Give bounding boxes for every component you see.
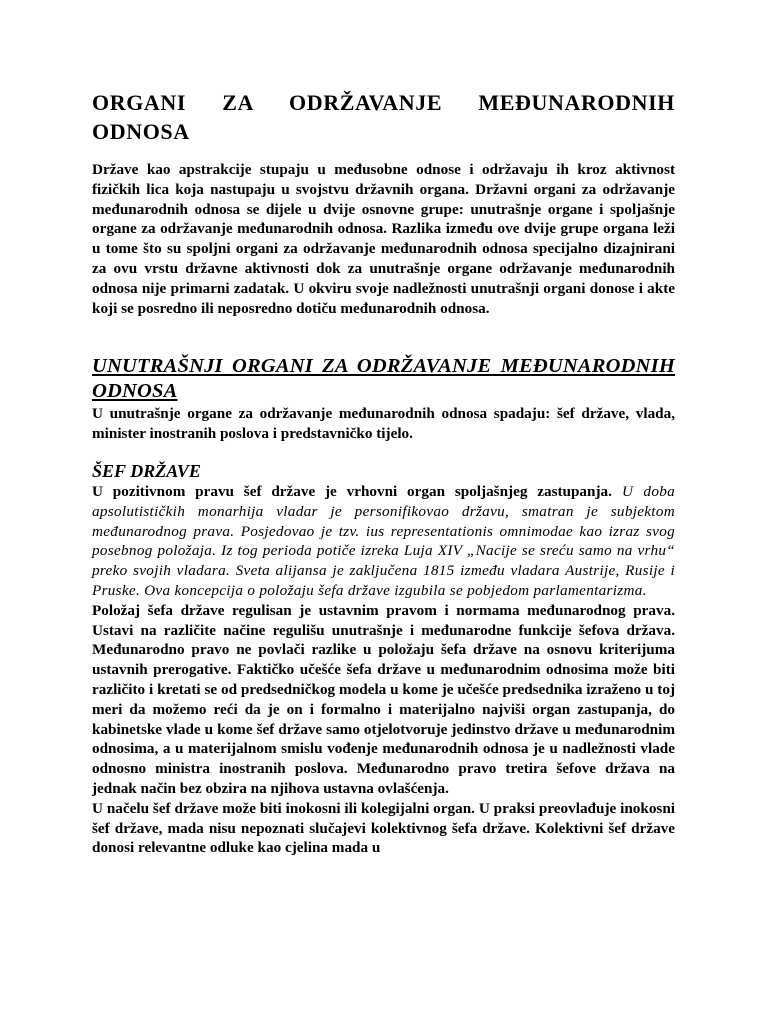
para1-italic-text: U doba apsolutističkih monarhija vladar je personifikovao državu, smatran je subjektom međunarodnog prava. Posjedovao je tzv. ius representationis omnimodae kao izraz svog posebnog položaja. Iz tog perioda potiče izreka Luja XIV „Nacije se sreću samo na vrhu“ preko svojih vladara. Sveta alijansa je zaključena 1815 između vladara Austrije, Rusije i Pruske. Ova koncepcija o položaju šefa države izgubila se pobjedom parlamentarizma. [92,482,675,599]
section-heading: UNUTRAŠNJI ORGANI ZA ODRŽAVANJE MEĐUNARODNIH ODNOSA [92,355,675,403]
intro-paragraph: Države kao apstrakcije stupaju u međusobne odnose i održavaju ih kroz aktivnost fizičkih lica koja nastupaju u svojstvu državnih organa. Državni organi za održavanje međunarodnih odnosa se dijele u dvije osnovne grupe: unutrašnje organe i spoljašnje organe za održavanje međunarodnih odnosa. Razlika između ove dvije grupe organa leži u tome što su spoljni organi za održavanje međunarodnih odnosa specijalno dizajnirani za ovu vrstu državne aktivnosti dok za unutrašnje organe održavanje međunarodnih odnosa nije primarni zadatak. U okviru svoje nadležnosti unutrašnji organi donose i akte koji se posredno ili neposredno dotiču međunarodnih odnosa. [92,161,675,317]
head-of-state-paragraph-1 [92,482,675,601]
document-page [92,88,675,858]
document-title: ORGANI ZA ODRŽAVANJE MEĐUNARODNIH ODNOSA [92,90,675,144]
para1-bold-text: U pozitivnom pravu šef države je vrhovni organ spoljašnjeg zastupanja. [92,482,612,500]
head-of-state-paragraph-3: U načelu šef države može biti inokosni ili kolegijalni organ. U praksi preovlađuje inokosni šef države, mada nisu nepoznati slučajevi kolektivnog šefa države. Kolektivni šef države donosi relevantne odluke kao cjelina mada u [92,799,675,857]
section-paragraph: U unutrašnje organe za održavanje međunarodnih odnosa spadaju: šef države, vlada, minister inostranih poslova i predstavničko tijelo. [92,405,675,443]
head-of-state-paragraph-2: Položaj šefa države regulisan je ustavnim pravom i normama međunarodnog prava. Ustavi na različite načine regulišu unutrašnje i međunarodne funkcije šefova država. Međunarodno pravo ne povlači razlike u položaju šefa države na osnovu kriterijuma ustavnih prerogative. Faktičko učešće šefa države u međunarodnim odnosima može biti različito i kretati se od predsedničkog modela u kome je učešće predsednika izraženo u toj meri da možemo reći da je on i formalno i materijalno najviši organ zastupanja, do kabinetske vlade u kome šef države samo otjelotvoruje jedinstvo države u međunarodnim odnosima, a u materijalnom smislu vođenje međunarodnih odnosa je u nadležnosti vlade odnosno ministra inostranih poslova. Međunarodno pravo tretira šefove država na jednak način bez obzira na njihova ustavna ovlašćenja. [92,601,675,797]
subsection-heading: ŠEF DRŽAVE [92,460,201,481]
